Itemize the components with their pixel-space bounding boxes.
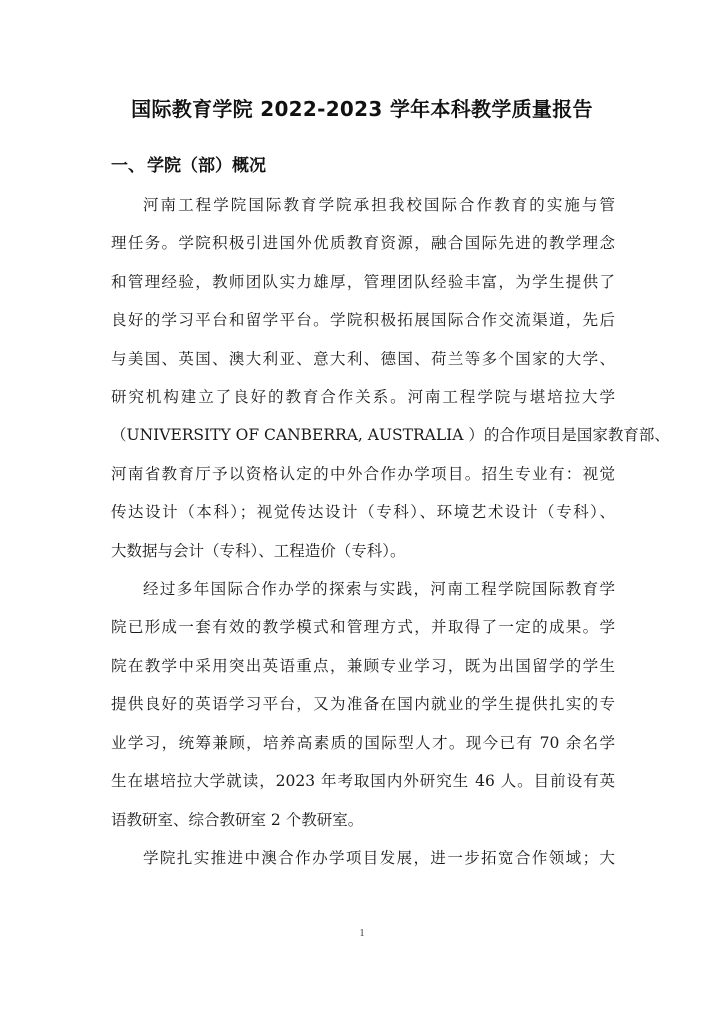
paragraph-college-overview [111, 186, 670, 570]
paragraph-line: 理任务。学院积极引进国外优质教育资源，融合国际先进的教学理念 [111, 234, 615, 253]
paragraph-line: 业学习，统筹兼顾，培养高素质的国际型人才。现今已有 70 余名学 [111, 733, 615, 752]
section-number: 一、 [111, 156, 145, 176]
paragraph-line: 传达设计（本科）；视觉传达设计（专科）、环境艺术设计（专科）、 [111, 503, 615, 522]
paragraph-line: 和管理经验，教师团队实力雄厚，管理团队经验丰富，为学生提供了 [111, 272, 615, 291]
paragraph-line: 河南工程学院国际教育学院承担我校国际合作教育的实施与管 [143, 196, 615, 214]
paragraph-line: 院在教学中采用突出英语重点，兼顾专业学习，既为出国留学的学生 [111, 656, 615, 675]
paragraph-line: 院已形成一套有效的教学模式和管理方式，并取得了一定的成果。学 [111, 618, 615, 637]
paragraph-line: 经过多年国际合作办学的探索与实践，河南工程学院国际教育学 [143, 580, 615, 599]
paragraph-line: （UNIVERSITY OF CANBERRA, AUSTRALIA ）的合作项目是国家教育部、 [111, 426, 670, 445]
paragraph-line: 生在堪培拉大学就读，2023 年考取国内外研究生 46 人。目前设有英 [111, 772, 615, 791]
report-title: 国际教育学院 2022-2023 学年本科教学质量报告 [131, 97, 593, 121]
paragraph-line: 与美国、英国、澳大利亚、意大利、德国、荷兰等多个国家的大学、 [111, 349, 615, 368]
document-body [111, 186, 670, 877]
paragraph-cooperation [111, 839, 615, 877]
paragraph-line: 研究机构建立了良好的教育合作关系。河南工程学院与堪培拉大学 [111, 388, 615, 407]
section-heading [111, 151, 266, 176]
paragraph-line: 学院扎实推进中澳合作办学项目发展，进一步拓宽合作领域；大 [143, 848, 615, 867]
paragraph-line: 大数据与会计（专科）、工程造价（专科）。 [111, 541, 406, 560]
paragraph-line: 良好的学习平台和留学平台。学院积极拓展国际合作交流渠道，先后 [111, 311, 615, 330]
page-number: 1 [359, 928, 365, 939]
paragraph-line: 河南省教育厅予以资格认定的中外合作办学项目。招生专业有：视觉 [111, 464, 615, 483]
paragraph-line: 语教研室、综合教研室 2 个教研室。 [111, 810, 364, 829]
section-title: 学院（部）概况 [147, 156, 266, 176]
paragraph-line: 提供良好的英语学习平台，又为准备在国内就业的学生提供扎实的专 [111, 695, 615, 714]
paragraph-teaching-model [111, 570, 615, 839]
